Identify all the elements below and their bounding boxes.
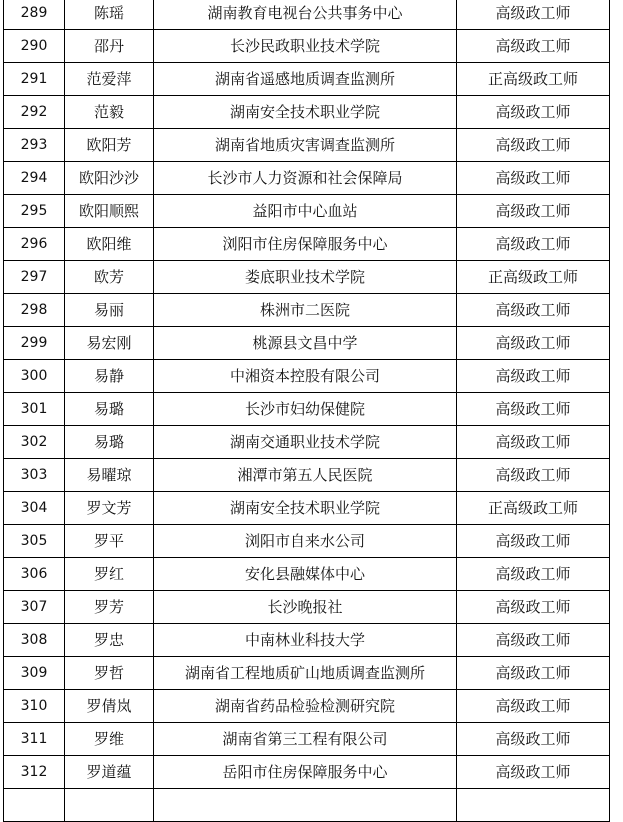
person-name-cell: 易曜琼 xyxy=(65,459,154,492)
table-row xyxy=(4,756,610,789)
organization-cell: 长沙民政职业技术学院 xyxy=(154,30,457,63)
row-number-cell: 291 xyxy=(4,63,65,96)
organization-cell: 湖南省遥感地质调查监测所 xyxy=(154,63,457,96)
row-number-cell: 307 xyxy=(4,591,65,624)
organization-cell: 浏阳市住房保障服务中心 xyxy=(154,228,457,261)
row-number-cell: 296 xyxy=(4,228,65,261)
professional-title-cell: 高级政工师 xyxy=(457,723,610,756)
organization-cell: 湖南教育电视台公共事务中心 xyxy=(154,0,457,30)
professional-title-cell: 高级政工师 xyxy=(457,393,610,426)
organization-cell: 湘潭市第五人民医院 xyxy=(154,459,457,492)
organization-cell: 湖南安全技术职业学院 xyxy=(154,96,457,129)
organization-cell: 长沙晚报社 xyxy=(154,591,457,624)
roster-table xyxy=(3,0,610,822)
organization-cell: 中南林业科技大学 xyxy=(154,624,457,657)
person-name-cell: 罗芳 xyxy=(65,591,154,624)
professional-title-cell: 正高级政工师 xyxy=(457,63,610,96)
row-number-cell: 297 xyxy=(4,261,65,294)
professional-title-cell: 高级政工师 xyxy=(457,459,610,492)
table-row xyxy=(4,129,610,162)
row-number-cell: 299 xyxy=(4,327,65,360)
organization-cell: 湖南安全技术职业学院 xyxy=(154,492,457,525)
table-row xyxy=(4,0,610,30)
row-number-cell: 304 xyxy=(4,492,65,525)
person-name-cell: 罗哲 xyxy=(65,657,154,690)
person-name-cell: 欧芳 xyxy=(65,261,154,294)
table-row xyxy=(4,30,610,63)
organization-cell xyxy=(154,789,457,822)
professional-title-cell xyxy=(457,789,610,822)
person-name-cell: 罗维 xyxy=(65,723,154,756)
table-row xyxy=(4,294,610,327)
professional-title-cell: 高级政工师 xyxy=(457,30,610,63)
professional-title-cell: 高级政工师 xyxy=(457,327,610,360)
row-number-cell: 302 xyxy=(4,426,65,459)
table-row xyxy=(4,690,610,723)
person-name-cell: 罗倩岚 xyxy=(65,690,154,723)
table-row xyxy=(4,558,610,591)
organization-cell: 长沙市人力资源和社会保障局 xyxy=(154,162,457,195)
table-row xyxy=(4,63,610,96)
table-row xyxy=(4,162,610,195)
professional-title-cell: 高级政工师 xyxy=(457,195,610,228)
table-row xyxy=(4,624,610,657)
person-name-cell xyxy=(65,789,154,822)
organization-cell: 安化县融媒体中心 xyxy=(154,558,457,591)
professional-title-cell: 高级政工师 xyxy=(457,690,610,723)
row-number-cell: 305 xyxy=(4,525,65,558)
person-name-cell: 易璐 xyxy=(65,426,154,459)
professional-title-cell: 高级政工师 xyxy=(457,525,610,558)
row-number-cell: 311 xyxy=(4,723,65,756)
organization-cell: 湖南省地质灾害调查监测所 xyxy=(154,129,457,162)
person-name-cell: 易丽 xyxy=(65,294,154,327)
professional-title-cell: 高级政工师 xyxy=(457,0,610,30)
person-name-cell: 欧阳沙沙 xyxy=(65,162,154,195)
table-row xyxy=(4,327,610,360)
organization-cell: 益阳市中心血站 xyxy=(154,195,457,228)
professional-title-cell: 高级政工师 xyxy=(457,360,610,393)
professional-title-cell: 高级政工师 xyxy=(457,426,610,459)
person-name-cell: 易静 xyxy=(65,360,154,393)
professional-title-cell: 高级政工师 xyxy=(457,657,610,690)
row-number-cell: 295 xyxy=(4,195,65,228)
professional-title-cell: 高级政工师 xyxy=(457,228,610,261)
organization-cell: 浏阳市自来水公司 xyxy=(154,525,457,558)
professional-title-cell: 高级政工师 xyxy=(457,96,610,129)
row-number-cell: 293 xyxy=(4,129,65,162)
person-name-cell: 易宏刚 xyxy=(65,327,154,360)
table-row xyxy=(4,96,610,129)
organization-cell: 中湘资本控股有限公司 xyxy=(154,360,457,393)
table-row xyxy=(4,492,610,525)
professional-title-cell: 正高级政工师 xyxy=(457,261,610,294)
row-number-cell xyxy=(4,789,65,822)
organization-cell: 长沙市妇幼保健院 xyxy=(154,393,457,426)
row-number-cell: 309 xyxy=(4,657,65,690)
professional-title-cell: 高级政工师 xyxy=(457,162,610,195)
row-number-cell: 300 xyxy=(4,360,65,393)
organization-cell: 岳阳市住房保障服务中心 xyxy=(154,756,457,789)
organization-cell: 桃源县文昌中学 xyxy=(154,327,457,360)
organization-cell: 湖南交通职业技术学院 xyxy=(154,426,457,459)
row-number-cell: 289 xyxy=(4,0,65,30)
organization-cell: 湖南省第三工程有限公司 xyxy=(154,723,457,756)
row-number-cell: 310 xyxy=(4,690,65,723)
professional-title-cell: 高级政工师 xyxy=(457,558,610,591)
table-row xyxy=(4,261,610,294)
professional-title-cell: 正高级政工师 xyxy=(457,492,610,525)
person-name-cell: 欧阳芳 xyxy=(65,129,154,162)
row-number-cell: 312 xyxy=(4,756,65,789)
table-row xyxy=(4,195,610,228)
person-name-cell: 罗道蕴 xyxy=(65,756,154,789)
table-row xyxy=(4,426,610,459)
person-name-cell: 陈瑶 xyxy=(65,0,154,30)
organization-cell: 娄底职业技术学院 xyxy=(154,261,457,294)
row-number-cell: 306 xyxy=(4,558,65,591)
row-number-cell: 292 xyxy=(4,96,65,129)
person-name-cell: 罗文芳 xyxy=(65,492,154,525)
person-name-cell: 罗忠 xyxy=(65,624,154,657)
table-row xyxy=(4,459,610,492)
professional-title-cell: 高级政工师 xyxy=(457,756,610,789)
table-row xyxy=(4,789,610,822)
professional-title-cell: 高级政工师 xyxy=(457,591,610,624)
organization-cell: 湖南省工程地质矿山地质调查监测所 xyxy=(154,657,457,690)
person-name-cell: 罗红 xyxy=(65,558,154,591)
person-name-cell: 范毅 xyxy=(65,96,154,129)
row-number-cell: 308 xyxy=(4,624,65,657)
organization-cell: 湖南省药品检验检测研究院 xyxy=(154,690,457,723)
professional-title-cell: 高级政工师 xyxy=(457,624,610,657)
person-name-cell: 欧阳维 xyxy=(65,228,154,261)
person-name-cell: 罗平 xyxy=(65,525,154,558)
table-row xyxy=(4,228,610,261)
person-name-cell: 范爱萍 xyxy=(65,63,154,96)
person-name-cell: 易璐 xyxy=(65,393,154,426)
table-row xyxy=(4,360,610,393)
table-row xyxy=(4,723,610,756)
professional-title-cell: 高级政工师 xyxy=(457,294,610,327)
person-name-cell: 欧阳顺熙 xyxy=(65,195,154,228)
row-number-cell: 298 xyxy=(4,294,65,327)
row-number-cell: 303 xyxy=(4,459,65,492)
professional-title-cell: 高级政工师 xyxy=(457,129,610,162)
row-number-cell: 294 xyxy=(4,162,65,195)
table-row xyxy=(4,393,610,426)
organization-cell: 株洲市二医院 xyxy=(154,294,457,327)
row-number-cell: 301 xyxy=(4,393,65,426)
person-name-cell: 邵丹 xyxy=(65,30,154,63)
row-number-cell: 290 xyxy=(4,30,65,63)
table-row xyxy=(4,591,610,624)
roster-table-body xyxy=(4,0,610,822)
table-row xyxy=(4,657,610,690)
table-row xyxy=(4,525,610,558)
